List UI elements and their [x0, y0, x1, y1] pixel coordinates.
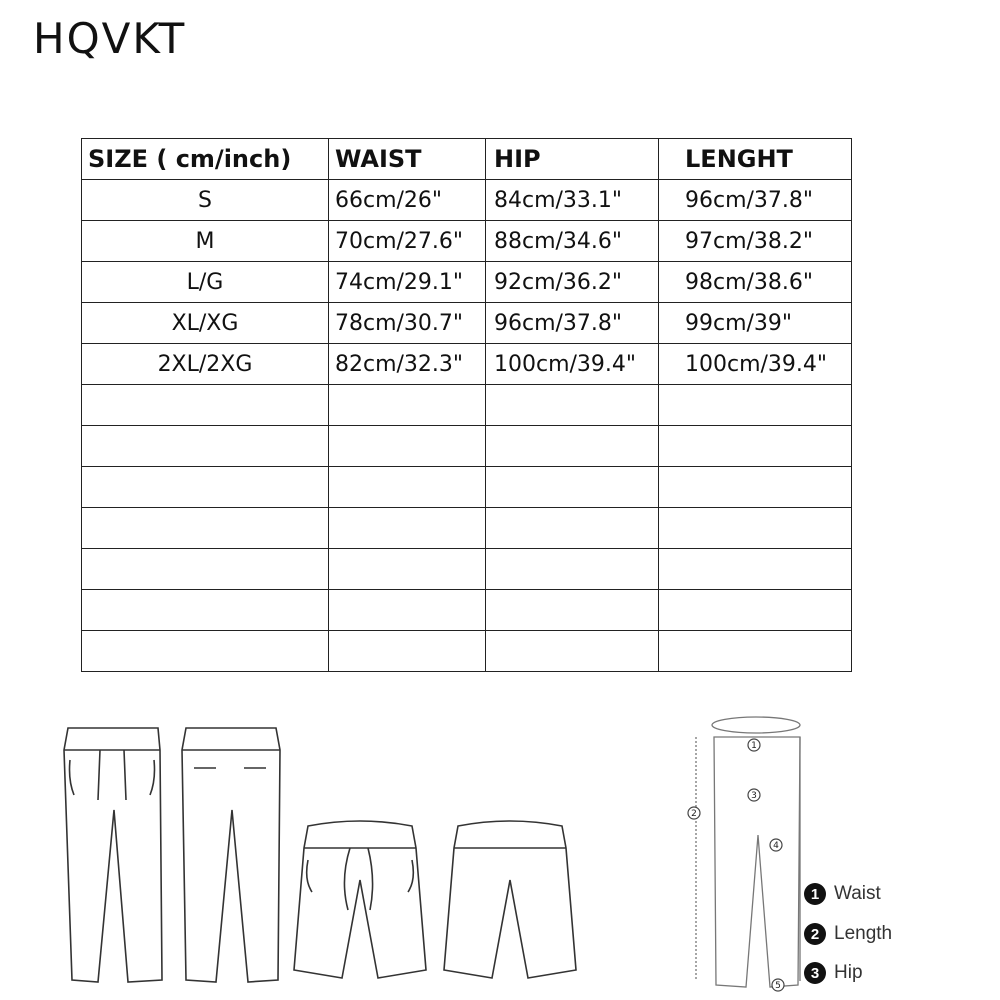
marker-4: 4: [773, 841, 779, 851]
table-row: [82, 631, 852, 672]
table-cell: 92cm/36.2": [486, 262, 659, 303]
table-cell: [659, 426, 852, 467]
table-cell: 100cm/39.4": [659, 344, 852, 385]
table-cell: 99cm/39": [659, 303, 852, 344]
table-cell: [486, 549, 659, 590]
table-cell: [486, 508, 659, 549]
table-cell: 70cm/27.6": [329, 221, 486, 262]
long-pants-front-illustration: [50, 720, 170, 990]
table-cell: [82, 508, 329, 549]
legend-number-2: 2: [804, 923, 826, 945]
legend-hip: [804, 962, 863, 984]
table-cell: [82, 467, 329, 508]
table-cell: 74cm/29.1": [329, 262, 486, 303]
table-header-row: [82, 139, 852, 180]
column-header: SIZE ( cm/inch): [82, 139, 329, 180]
table-cell: [659, 385, 852, 426]
table-cell: 66cm/26": [329, 180, 486, 221]
legend-number-3: 3: [804, 962, 826, 984]
table-cell: [329, 631, 486, 672]
table-cell: 100cm/39.4": [486, 344, 659, 385]
table-cell: [486, 426, 659, 467]
column-header: WAIST: [329, 139, 486, 180]
shorts-front-illustration: [290, 820, 430, 985]
table-cell: [329, 467, 486, 508]
table-cell: 82cm/32.3": [329, 344, 486, 385]
table-cell: [486, 590, 659, 631]
table-cell: 98cm/38.6": [659, 262, 852, 303]
table-cell: [659, 631, 852, 672]
table-cell: [329, 549, 486, 590]
table-row: [82, 180, 852, 221]
table-row: [82, 590, 852, 631]
marker-1: 1: [751, 741, 757, 751]
table-cell: [82, 590, 329, 631]
legend-label-length: Length: [834, 923, 893, 944]
table-cell: XL/XG: [82, 303, 329, 344]
table-cell: 88cm/34.6": [486, 221, 659, 262]
brand-title: HQVKT: [33, 14, 187, 63]
measurement-diagram: [680, 715, 820, 995]
table-cell: [82, 631, 329, 672]
legend-label-hip: Hip: [834, 962, 863, 983]
table-cell: [82, 426, 329, 467]
table-cell: [659, 508, 852, 549]
table-row: [82, 467, 852, 508]
legend-number-1: 1: [804, 883, 826, 905]
table-row: [82, 221, 852, 262]
table-cell: [659, 590, 852, 631]
size-chart-table: [81, 138, 852, 672]
marker-3: 3: [751, 791, 757, 801]
table-row: [82, 508, 852, 549]
table-cell: L/G: [82, 262, 329, 303]
table-cell: [329, 385, 486, 426]
marker-5: 5: [775, 981, 781, 991]
table-cell: [82, 549, 329, 590]
table-cell: 97cm/38.2": [659, 221, 852, 262]
shorts-back-illustration: [440, 820, 580, 985]
table-row: [82, 549, 852, 590]
table-cell: [329, 590, 486, 631]
table-cell: 96cm/37.8": [659, 180, 852, 221]
table-cell: M: [82, 221, 329, 262]
table-cell: [486, 631, 659, 672]
table-cell: [659, 549, 852, 590]
table-row: [82, 344, 852, 385]
table-row: [82, 426, 852, 467]
table-cell: [486, 385, 659, 426]
table-row: [82, 303, 852, 344]
table-cell: 2XL/2XG: [82, 344, 329, 385]
marker-2: 2: [691, 809, 697, 819]
legend-waist: [804, 883, 881, 905]
column-header: HIP: [486, 139, 659, 180]
table-cell: [486, 467, 659, 508]
table-cell: [82, 385, 329, 426]
table-cell: [329, 508, 486, 549]
table-cell: [659, 467, 852, 508]
legend-length: [804, 923, 892, 945]
table-row: [82, 385, 852, 426]
column-header: LENGHT: [659, 139, 852, 180]
table-cell: 78cm/30.7": [329, 303, 486, 344]
long-pants-back-illustration: [172, 720, 292, 990]
table-cell: S: [82, 180, 329, 221]
table-row: [82, 262, 852, 303]
table-cell: [329, 426, 486, 467]
table-cell: 96cm/37.8": [486, 303, 659, 344]
legend-label-waist: Waist: [834, 883, 881, 904]
table-cell: 84cm/33.1": [486, 180, 659, 221]
